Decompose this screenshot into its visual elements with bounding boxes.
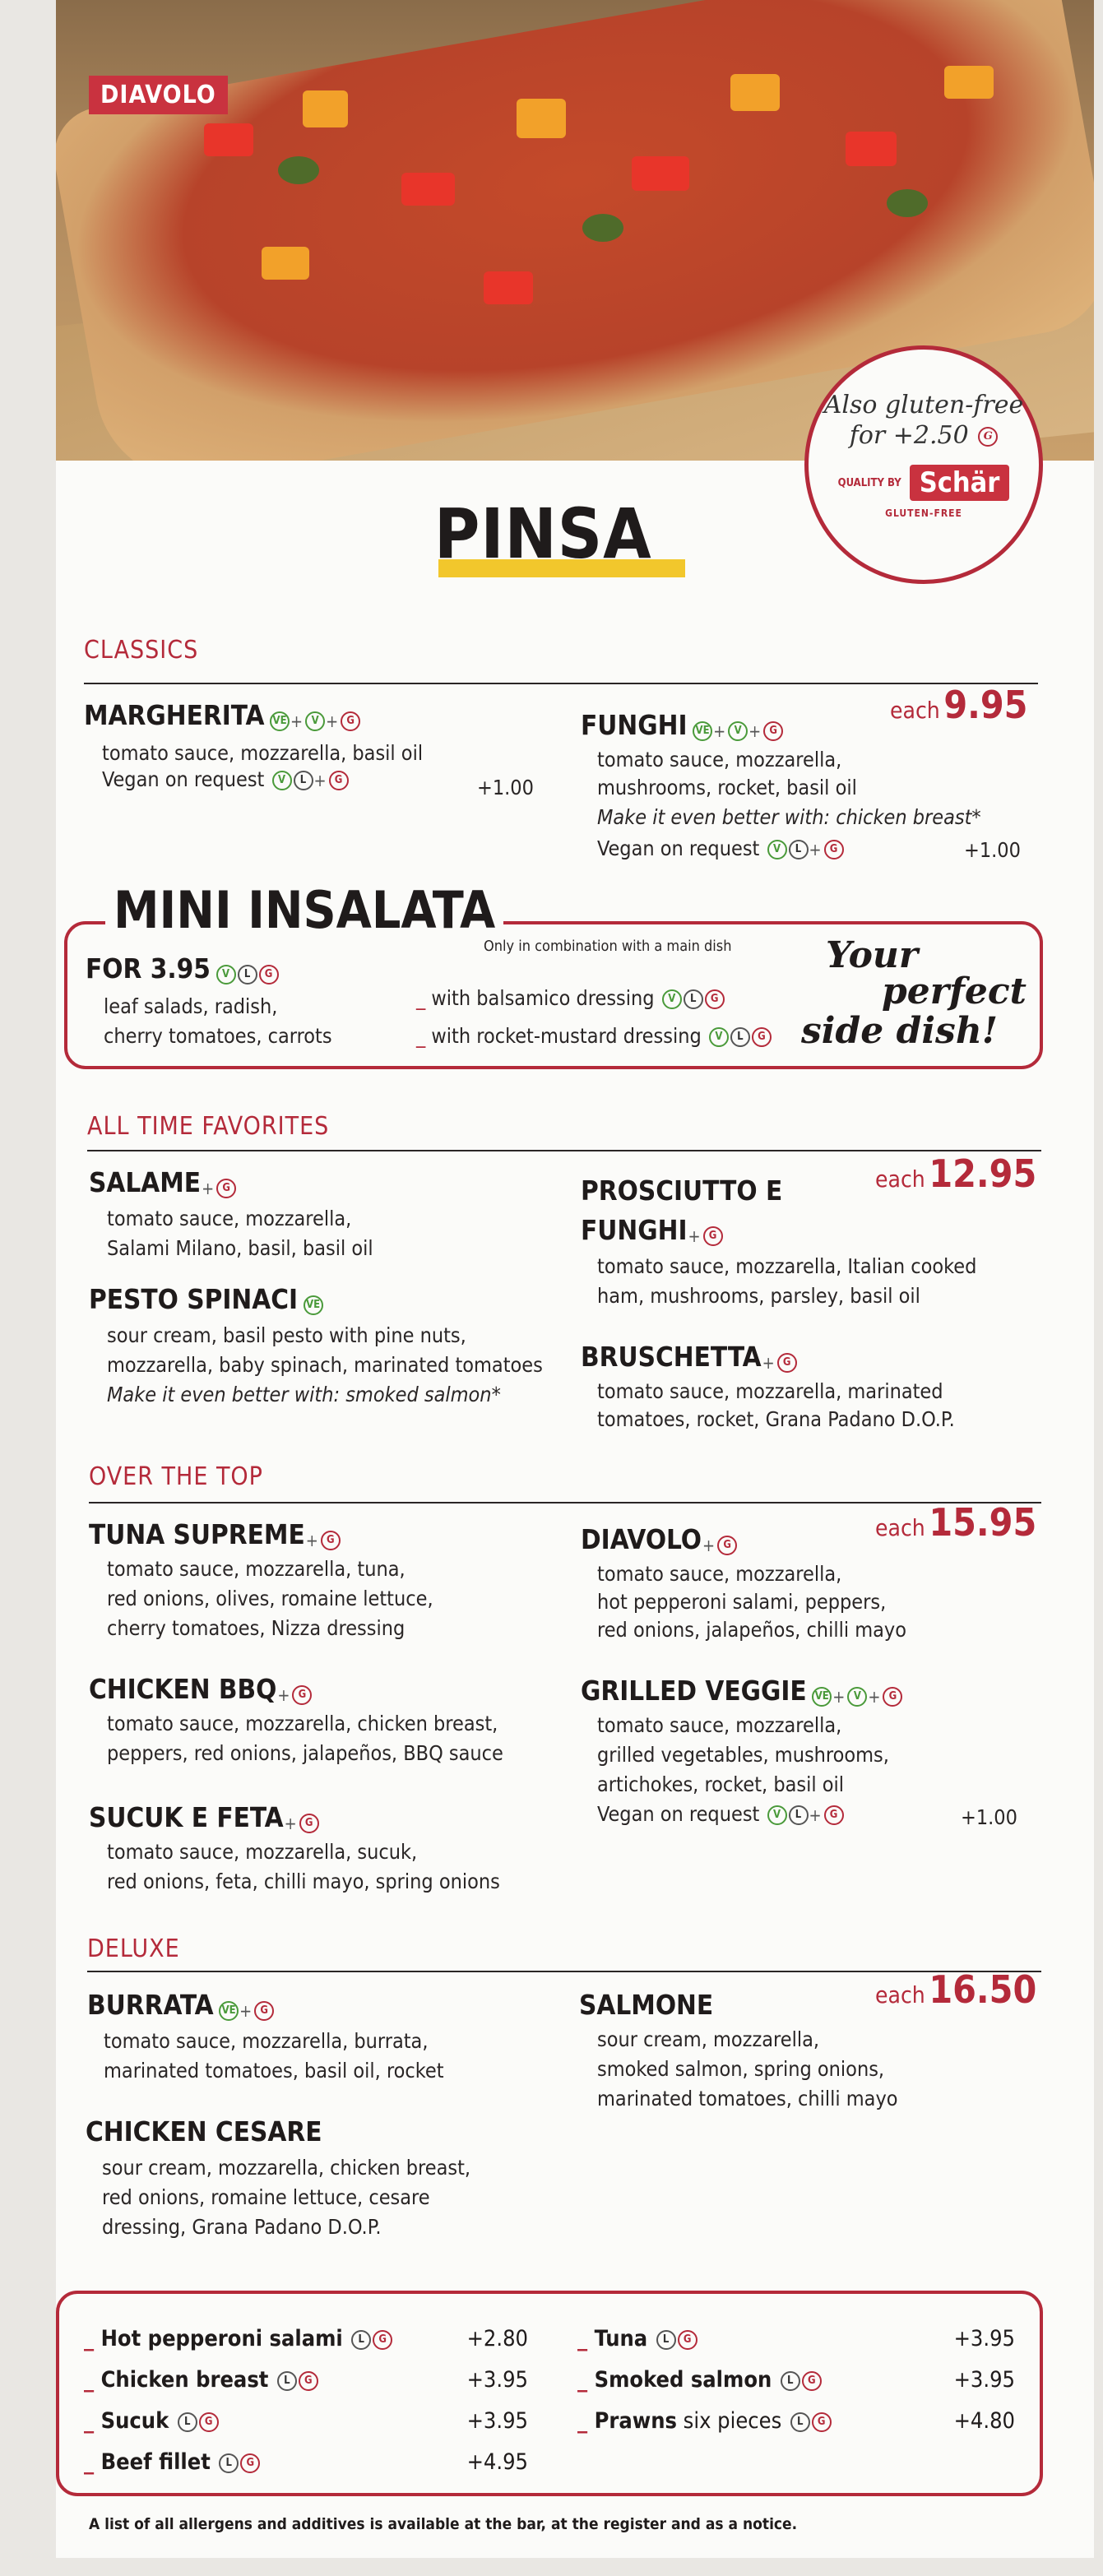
veggie-desc1: tomato sauce, mozzarella, [597, 1713, 842, 1737]
mini-desc2: cherry tomatoes, carrots [104, 1024, 332, 1048]
gluten-free-icon: G [216, 1179, 236, 1198]
vegetarian-icon: V [662, 989, 682, 1009]
funghi-surcharge: +1.00 [964, 838, 1021, 862]
gluten-free-icon: G [752, 1027, 772, 1047]
vegan-icon: VE [270, 711, 290, 731]
extra-price: +4.95 [466, 2449, 528, 2475]
extra-price: +3.95 [953, 2367, 1015, 2393]
item-sucuk-e-feta: SUCUK E FETA+ G [89, 1801, 319, 1833]
vegetarian-icon: V [216, 965, 236, 985]
mini-insalata-title: MINI INSALATA [105, 880, 503, 940]
burrata-desc2: marinated tomatoes, basil oil, rocket [104, 2059, 444, 2083]
vegetarian-icon: V [272, 771, 292, 790]
gluten-free-icon: G [299, 2371, 318, 2391]
lactose-free-icon: L [781, 2371, 800, 2391]
pepper-topping [303, 90, 348, 127]
sucuk-desc2: red onions, feta, chilli mayo, spring onions [107, 1869, 500, 1893]
pesto-desc1: sour cream, basil pesto with pine nuts, [107, 1323, 466, 1347]
item-burrata: BURRATA VE + G [87, 1989, 274, 2021]
section-favorites: ALL TIME FAVORITES [87, 1112, 330, 1141]
gluten-free-icon: G [705, 989, 725, 1009]
item-bruschetta: BRUSCHETTA+ G [581, 1341, 797, 1373]
lactose-free-icon: L [656, 2330, 676, 2350]
funghi-better: Make it even better with: chicken breast* [597, 805, 981, 829]
mini-option-rocket: _ with rocket-mustard dressing V L G [416, 1022, 772, 1051]
vegetarian-icon: V [847, 1687, 867, 1707]
tuna-desc1: tomato sauce, mozzarella, tuna, [107, 1557, 406, 1581]
deluxe-price: each 16.50 [875, 1967, 1037, 2012]
jalapeno-topping [887, 189, 928, 217]
extra-hot-pepperoni: _ Hot pepperoni salami L G [84, 2326, 392, 2351]
bruschetta-desc1: tomato sauce, mozzarella, marinated [597, 1379, 943, 1403]
vegetarian-icon: V [728, 721, 748, 741]
vegan-icon: VE [812, 1687, 832, 1707]
gluten-free-badge [804, 345, 1043, 584]
diavolo-desc3: red onions, jalapeños, chilli mayo [597, 1618, 906, 1642]
extra-tuna: _ Tuna L G [577, 2326, 697, 2351]
gluten-free-icon: G [703, 1226, 723, 1246]
bbq-desc1: tomato sauce, mozzarella, chicken breast, [107, 1712, 498, 1735]
classics-price: each 9.95 [890, 683, 1028, 727]
extra-sucuk: _ Sucuk L G [84, 2408, 219, 2434]
gluten-free-icon: G [777, 1353, 797, 1373]
veggie-desc2: grilled vegetables, mushrooms, [597, 1743, 889, 1767]
pepper-topping [730, 74, 780, 111]
tuna-desc2: red onions, olives, romaine lettuce, [107, 1587, 433, 1610]
schar-logo [809, 465, 1039, 501]
gluten-free-icon: G [812, 2412, 832, 2432]
cesare-desc3: dressing, Grana Padano D.O.P. [102, 2215, 382, 2239]
jalapeno-topping [582, 214, 623, 242]
veggie-desc3: artichokes, rocket, basil oil [597, 1772, 845, 1796]
margherita-desc: tomato sauce, mozzarella, basil oil [102, 741, 424, 765]
gluten-free-icon: G [292, 1685, 312, 1705]
script-your: Your [826, 934, 919, 976]
pepper-topping [262, 247, 309, 280]
funghi-desc1: tomato sauce, mozzarella, [597, 748, 842, 771]
mini-desc1: leaf salads, radish, [104, 994, 278, 1018]
extra-price: +4.80 [953, 2408, 1015, 2434]
menu-page [56, 0, 1094, 2558]
funghi-desc2: mushrooms, rocket, basil oil [597, 776, 857, 799]
funghi-vegan: Vegan on request V L + G [597, 834, 844, 864]
gluten-free-icon: G [824, 840, 844, 859]
script-perfect: perfect [882, 971, 1027, 1012]
veggie-vegan: Vegan on request V L + G [597, 1800, 844, 1830]
script-side-dish: side dish! [801, 1010, 999, 1052]
burrata-desc1: tomato sauce, mozzarella, burrata, [104, 2029, 429, 2053]
salame-desc1: tomato sauce, mozzarella, [107, 1207, 352, 1230]
lactose-free-icon: L [789, 1805, 809, 1825]
lactose-free-icon: L [684, 989, 703, 1009]
item-grilled-veggie: GRILLED VEGGIE VE + V + G [581, 1675, 902, 1707]
page-title: PINSA [434, 493, 652, 574]
gluten-free-icon: G [883, 1687, 902, 1707]
item-prosciutto-line2: FUNGHI+ G [581, 1214, 723, 1246]
pepper-topping [517, 99, 566, 138]
extra-chicken-breast: _ Chicken breast L G [84, 2367, 318, 2393]
item-chicken-cesare: CHICKEN CESARE [86, 2115, 322, 2147]
margherita-surcharge: +1.00 [477, 776, 534, 799]
item-salame: SALAME+ G [89, 1166, 236, 1198]
lactose-free-icon: L [351, 2330, 371, 2350]
gluten-free-icon: G [240, 2453, 260, 2473]
gluten-free-icon: G [341, 711, 360, 731]
section-over-the-top: OVER THE TOP [89, 1462, 263, 1491]
extra-price: +3.95 [466, 2367, 528, 2393]
gluten-free-icon: G [329, 771, 349, 790]
lactose-free-icon: L [178, 2412, 197, 2432]
vegetarian-icon: V [305, 711, 325, 731]
pepper-topping [204, 123, 253, 156]
salmone-desc2: smoked salmon, spring onions, [597, 2057, 885, 2081]
gluten-free-icon: G [254, 2001, 274, 2021]
gluten-free-icon: G [763, 721, 783, 741]
salame-desc2: Salami Milano, basil, basil oil [107, 1236, 373, 1260]
lactose-free-icon: L [219, 2453, 239, 2473]
cesare-desc1: sour cream, mozzarella, chicken breast, [102, 2156, 471, 2180]
gluten-free-icon: G [299, 1814, 319, 1833]
allergen-note: A list of all allergens and additives is available at the bar, at the register and as a notice. [89, 2515, 798, 2533]
lactose-free-icon: L [789, 840, 809, 859]
mini-note: Only in combination with a main dish [484, 938, 732, 955]
item-pesto-spinaci: PESTO SPINACI VE [89, 1283, 323, 1315]
item-funghi: FUNGHI VE + V + G [581, 709, 783, 741]
vegetarian-icon: V [767, 1805, 787, 1825]
pepper-topping [632, 156, 689, 191]
section-classics: CLASSICS [84, 636, 199, 665]
extra-smoked-salmon: _ Smoked salmon L G [577, 2367, 822, 2393]
salmone-desc3: marinated tomatoes, chilli mayo [597, 2087, 898, 2110]
diavolo-desc1: tomato sauce, mozzarella, [597, 1562, 842, 1586]
gluten-free-icon: G [259, 965, 279, 985]
item-tuna-supreme: TUNA SUPREME+ G [89, 1518, 341, 1550]
cesare-desc2: red onions, romaine lettuce, cesare [102, 2185, 430, 2209]
sucuk-desc1: tomato sauce, mozzarella, sucuk, [107, 1840, 418, 1864]
pesto-better: Make it even better with: smoked salmon* [107, 1383, 501, 1406]
prosciutto-desc1: tomato sauce, mozzarella, Italian cooked [597, 1254, 977, 1278]
lactose-free-icon: L [277, 2371, 297, 2391]
gluten-free-icon: G [824, 1805, 844, 1825]
gluten-free-icon: G [717, 1536, 737, 1555]
gluten-free-icon: G [978, 427, 998, 447]
item-salmone: SALMONE [579, 1989, 714, 2021]
pepper-topping [846, 132, 897, 166]
item-chicken-bbq: CHICKEN BBQ+ G [89, 1673, 312, 1705]
item-diavolo: DIAVOLO+ G [581, 1523, 737, 1555]
vegan-icon: VE [304, 1295, 323, 1315]
extra-beef-fillet: _ Beef fillet L G [84, 2449, 260, 2475]
diavolo-photo-tag: DIAVOLO [89, 76, 228, 114]
gluten-free-icon: G [321, 1531, 341, 1550]
gluten-free-icon: G [678, 2330, 697, 2350]
mini-price: FOR 3.95 V L G [86, 952, 279, 985]
veggie-surcharge: +1.00 [961, 1805, 1017, 1829]
gluten-free-icon: G [199, 2412, 219, 2432]
item-prosciutto-line1: PROSCIUTTO E [581, 1174, 783, 1207]
item-margherita: MARGHERITA VE + V + G [84, 699, 360, 731]
salmone-desc1: sour cream, mozzarella, [597, 2027, 820, 2051]
lactose-free-icon: L [730, 1027, 750, 1047]
mini-option-balsamico: _ with balsamico dressing V L G [416, 984, 725, 1013]
tuna-desc3: cherry tomatoes, Nizza dressing [107, 1616, 406, 1640]
vegetarian-icon: V [767, 840, 787, 859]
margherita-vegan: Vegan on request V L + G [102, 765, 349, 795]
pepper-topping [484, 271, 533, 304]
extra-prawns: _ Prawns six pieces L G [577, 2408, 832, 2434]
section-deluxe: DELUXE [87, 1934, 180, 1963]
extra-price: +2.80 [466, 2326, 528, 2351]
badge-line1: Also gluten-free [823, 391, 1024, 419]
pepper-topping [401, 173, 455, 206]
vegan-icon: VE [693, 721, 712, 741]
extra-price: +3.95 [953, 2326, 1015, 2351]
overtop-price: each 15.95 [875, 1500, 1037, 1545]
bbq-desc2: peppers, red onions, jalapeños, BBQ sauce [107, 1741, 503, 1765]
favorites-price: each 12.95 [875, 1151, 1037, 1196]
pesto-desc2: mozzarella, baby spinach, marinated tomatoes [107, 1353, 543, 1377]
vegetarian-icon: V [709, 1027, 729, 1047]
gluten-free-icon: G [802, 2371, 822, 2391]
jalapeno-topping [278, 156, 319, 184]
badge-line2: for +2.50 G [809, 421, 1039, 450]
gluten-free-label: GLUTEN-FREE [885, 507, 962, 519]
bruschetta-desc2: tomatoes, rocket, Grana Padano D.O.P. [597, 1407, 955, 1431]
lactose-free-icon: L [294, 771, 313, 790]
gluten-free-icon: G [373, 2330, 392, 2350]
diavolo-desc2: hot pepperoni salami, peppers, [597, 1590, 887, 1614]
prosciutto-desc2: ham, mushrooms, parsley, basil oil [597, 1284, 920, 1308]
quality-by-label: QUALITY BY [837, 476, 901, 489]
lactose-free-icon: L [790, 2412, 810, 2432]
extra-price: +3.95 [466, 2408, 528, 2434]
schar-brand: Schär [910, 465, 1010, 501]
lactose-free-icon: L [238, 965, 257, 985]
pepper-topping [944, 66, 994, 99]
vegan-icon: VE [219, 2001, 239, 2021]
